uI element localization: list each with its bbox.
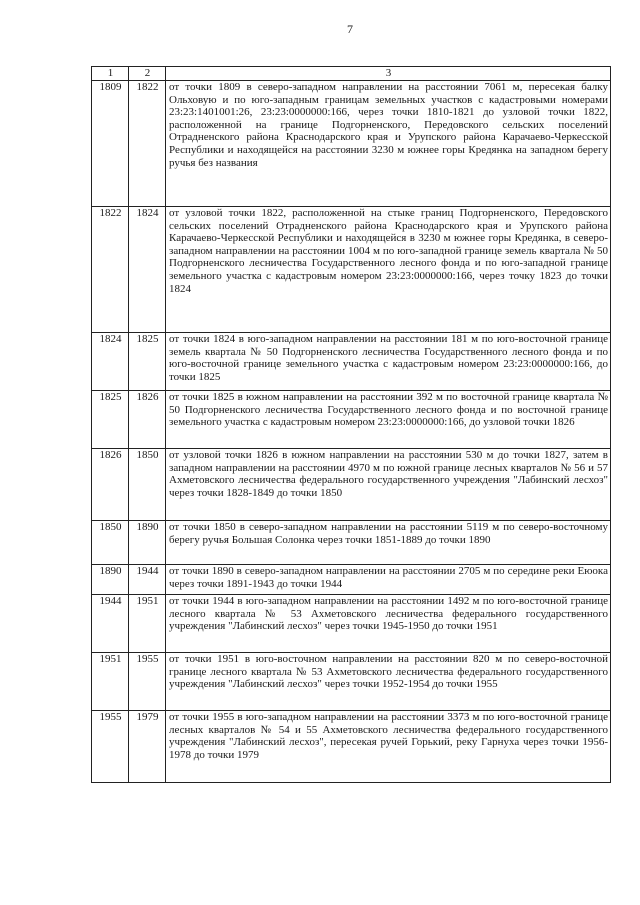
page-number: 7 <box>347 22 353 36</box>
column-header-description: 3 <box>166 67 611 81</box>
from-point: 1822 <box>92 207 129 333</box>
table-row <box>92 565 611 595</box>
boundary-description-table <box>91 66 611 783</box>
segment-description: от узловой точки 1822, расположенной на стыке границ Подгорненского, Передовского сельских поселений Отрадненского района Краснодарского края и Урупского района Карачаево-Черкесской Республики и находящейся в 3230 м южнее горы Кредянка, в северо-западном направлении на расстоянии 1004 м по юго-западной границе земель квартала № 50 Подгорненского лесничества Государственного лесного фонда и по юго-западной границе земельного участка с кадастровым номером 23:23:0000000:166, через точку 1823 до точки 1824 <box>166 207 611 333</box>
from-point: 1809 <box>92 81 129 207</box>
segment-description: от точки 1825 в южном направлении на расстоянии 392 м по восточной границе квартала № 50 Подгорненского лесничества Государственного лесного фонда и по восточной границе земельного участка с кадастровым номером 23:23:0000000:166, до узловой точки 1826 <box>166 391 611 449</box>
table-row <box>92 595 611 653</box>
to-point: 1825 <box>129 333 166 391</box>
from-point: 1955 <box>92 711 129 783</box>
table-row <box>92 449 611 521</box>
from-point: 1850 <box>92 521 129 565</box>
to-point: 1944 <box>129 565 166 595</box>
from-point: 1951 <box>92 653 129 711</box>
table-header-row <box>92 67 611 81</box>
to-point: 1826 <box>129 391 166 449</box>
to-point: 1824 <box>129 207 166 333</box>
segment-description: от точки 1809 в северо-западном направлении на расстоянии 7061 м, пересекая балку Ольховую и по юго-западным границам земельных участков с кадастровыми номерами 23:23:1401001:26, 23:23:0000000:166, через точки 1810-1821 до узловой точки 1822, расположенной на границе Подгорненского, Передовского сельских поселений Отрадненского района Краснодарского края и Урупского района Карачаево-Черкесской Республики и находящейся на расстоянии 3230 м южнее горы Кредянка на западном берегу ручья без названия <box>166 81 611 207</box>
from-point: 1890 <box>92 565 129 595</box>
table-row <box>92 521 611 565</box>
segment-description: от точки 1850 в северо-западном направлении на расстоянии 5119 м по северо-восточному берегу ручья Большая Солонка через точки 1851-1889 до точки 1890 <box>166 521 611 565</box>
table-row <box>92 391 611 449</box>
column-header-from: 1 <box>92 67 129 81</box>
segment-description: от точки 1955 в юго-западном направлении на расстоянии 3373 м по юго-восточной границе лесных кварталов № 54 и 55 Ахметовского лесничества федерального государственного учреждения "Лабинский лесхоз", пересекая ручей Горький, реку Гарнуха через точки 1956-1978 до точки 1979 <box>166 711 611 783</box>
segment-description: от точки 1951 в юго-восточном направлении на расстоянии 820 м по северо-восточной границе лесного квартала № 53 Ахметовского лесничества федерального государственного учреждения "Лабинский лесхоз" через точки 1952-1954 до точки 1955 <box>166 653 611 711</box>
table-row <box>92 333 611 391</box>
to-point: 1951 <box>129 595 166 653</box>
to-point: 1955 <box>129 653 166 711</box>
segment-description: от узловой точки 1826 в южном направлении на расстоянии 530 м до точки 1827, затем в западном направлении на расстоянии 4970 м по южной границе лесных кварталов № 56 и 57 Ахметовского лесничества федерального государственного учреждения "Лабинский лесхоз" через точки 1828-1849 до точки 1850 <box>166 449 611 521</box>
table-row <box>92 653 611 711</box>
to-point: 1890 <box>129 521 166 565</box>
column-header-to: 2 <box>129 67 166 81</box>
from-point: 1824 <box>92 333 129 391</box>
segment-description: от точки 1890 в северо-западном направлении на расстоянии 2705 м по середине реки Еюока через точки 1891-1943 до точки 1944 <box>166 565 611 595</box>
table-row <box>92 81 611 207</box>
to-point: 1979 <box>129 711 166 783</box>
from-point: 1825 <box>92 391 129 449</box>
to-point: 1850 <box>129 449 166 521</box>
table-row <box>92 207 611 333</box>
segment-description: от точки 1944 в юго-западном направлении на расстоянии 1492 м по юго-восточной границе лесного квартала № 53 Ахметовского лесничества федерального государственного учреждения "Лабинский лесхоз" через точки 1945-1950 до точки 1951 <box>166 595 611 653</box>
to-point: 1822 <box>129 81 166 207</box>
segment-description: от точки 1824 в юго-западном направлении на расстоянии 181 м по юго-восточной границе земель квартала № 50 Подгорненского лесничества Государственного лесного фонда и по юго-восточной границе земельного участка с кадастровым номером 23:23:0000000:166, до точки 1825 <box>166 333 611 391</box>
from-point: 1944 <box>92 595 129 653</box>
table-row <box>92 711 611 783</box>
from-point: 1826 <box>92 449 129 521</box>
